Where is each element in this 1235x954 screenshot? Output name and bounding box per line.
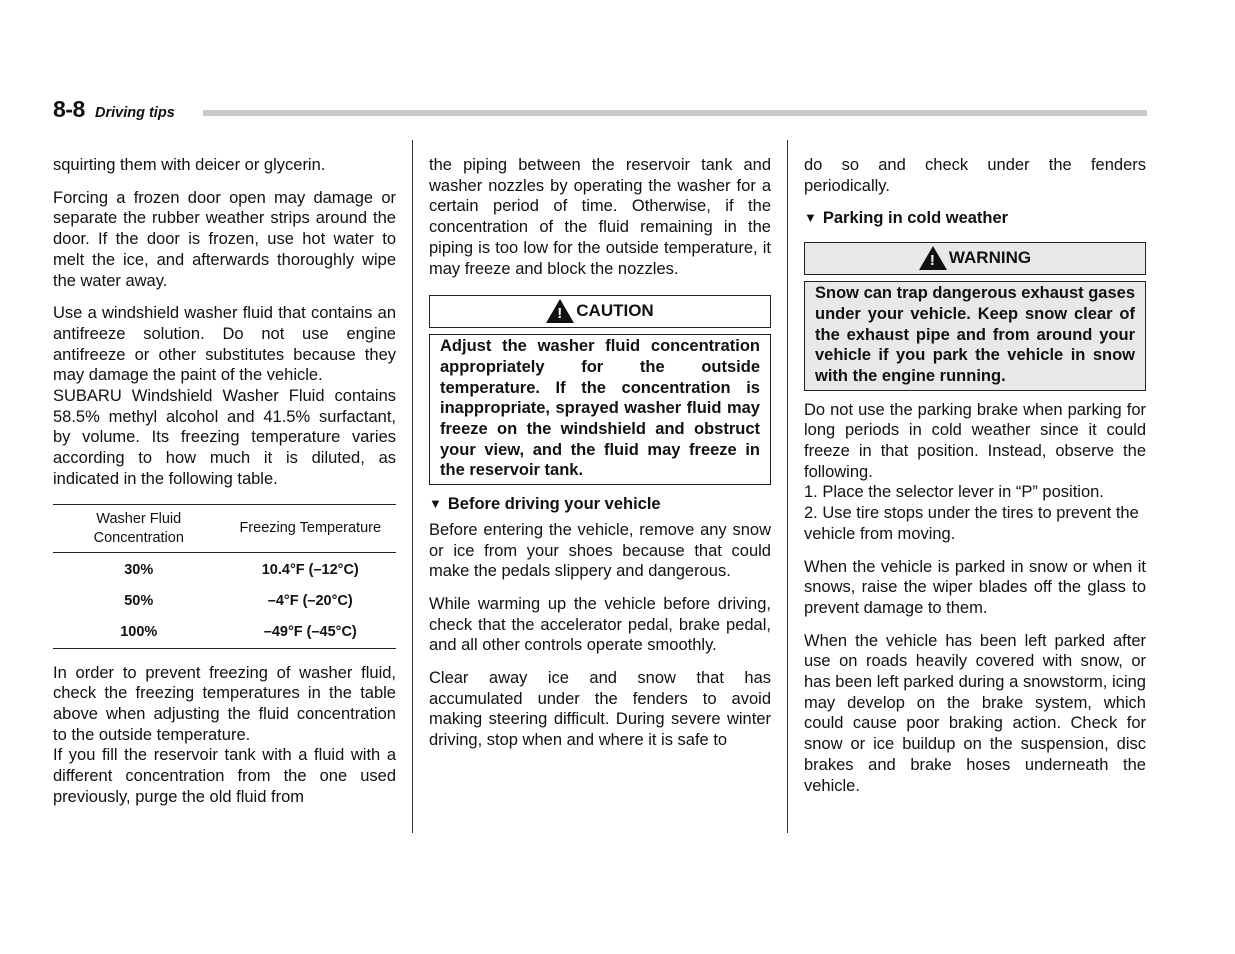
paragraph: If you fill the reservoir tank with a fluid with a different concentration from the one used previously, purge the old fluid from	[53, 746, 396, 806]
heading-text: Parking in cold weather	[822, 209, 1009, 228]
paragraph: SUBARU Windshield Washer Fluid contains 58.5% methyl alcohol and 41.5% surfactant, by volume. Its freezing temperature varies according to how much it is diluted, as indicated in the following table.	[53, 387, 396, 488]
caution-header	[429, 295, 771, 328]
table-cell: 100%	[53, 617, 225, 649]
table-header: Freezing Temperature	[225, 504, 397, 552]
column-divider	[787, 140, 788, 833]
table-cell: –49°F (–45°C)	[225, 617, 397, 649]
table-cell: 30%	[124, 561, 154, 578]
table-row	[53, 617, 396, 649]
list-item: 1. Place the selector lever in “P” position.	[804, 483, 1104, 502]
table-cell: –4°F (–20°C)	[267, 592, 353, 609]
paragraph: Forcing a frozen door open may damage or separate the rubber weather strips around the door. If the door is frozen, use hot water to melt the ice, and afterwards thoroughly wipe the water away.	[53, 188, 396, 290]
paragraph: When the vehicle has been left parked after use on roads heavily covered with snow, or has been left parked during a snowstorm, icing may develop on the brake system, which could cause poor braking action. Check for snow or ice buildup on the suspension, disc brakes and brake hoses underneath the vehicle.	[804, 631, 1146, 795]
paragraph: Before entering the vehicle, remove any snow or ice from your shoes because that could make the pedals slippery and dangerous.	[429, 520, 771, 581]
header-rule	[203, 110, 1147, 116]
warning-text: Snow can trap dangerous exhaust gases under your vehicle. Keep snow clear of the exhaust pipe and from around your vehicle if you park the vehicle in snow with the engine running.	[804, 281, 1146, 391]
paragraph: do so and check under the fenders periodically.	[804, 156, 1146, 195]
warning-triangle-icon: !	[919, 246, 947, 270]
triangle-bullet-icon: ▼	[804, 210, 817, 226]
table-cell: 50%	[124, 592, 154, 609]
section-heading	[804, 208, 1146, 230]
column-divider	[412, 140, 413, 833]
column-2	[429, 155, 771, 763]
table-cell: 10.4°F (–12°C)	[261, 561, 359, 578]
column-3	[804, 155, 1146, 808]
table-header: Washer Fluid Concentration	[53, 504, 225, 552]
column-1	[53, 155, 396, 819]
table-row	[53, 586, 396, 617]
paragraph: When the vehicle is parked in snow or when it snows, raise the wiper blades off the glass to prevent damage to them.	[804, 557, 1146, 617]
caution-text: Adjust the washer fluid concentration appropriately for the outside temperature. If the concentration is inappropriate, sprayed washer fluid may freeze on the windshield and obstruct your view, and the fluid may freeze in the reservoir tank.	[429, 334, 771, 485]
table-row	[53, 552, 396, 586]
freezing-temperature-table	[53, 504, 396, 649]
paragraph: Use a windshield washer fluid that contains an antifreeze solution. Do not use engine antifreeze or other substitutes because they may damage the paint of the vehicle.	[53, 304, 396, 385]
heading-text: Before driving your vehicle	[447, 495, 661, 514]
paragraph: Clear away ice and snow that has accumulated under the fenders to avoid making steering difficult. During severe winter driving, stop when and where it is safe to	[429, 669, 771, 750]
list-item: 2. Use tire stops under the tires to prevent the vehicle from moving.	[804, 504, 1139, 543]
section-title: Driving tips	[95, 105, 175, 121]
paragraph: While warming up the vehicle before driving, check that the accelerator pedal, brake pedal, and all other controls operate smoothly.	[429, 594, 771, 655]
warning-triangle-icon: !	[546, 299, 574, 323]
page-number: 8-8	[53, 96, 85, 122]
paragraph: Do not use the parking brake when parking for long periods in cold weather since it could freeze in that position. Instead, observe the following.	[804, 400, 1146, 481]
triangle-bullet-icon: ▼	[429, 496, 442, 512]
warning-label: WARNING	[948, 248, 1032, 268]
section-heading	[429, 494, 771, 516]
paragraph: In order to prevent freezing of washer fluid, check the freezing temperatures in the table above when adjusting the fluid concentration to the outside temperature.	[53, 663, 396, 744]
paragraph: squirting them with deicer or glycerin.	[53, 156, 326, 174]
paragraph: the piping between the reservoir tank and washer nozzles by operating the washer for a certain period of time. Otherwise, if the concentration of the fluid remaining in the piping is too low for the outside temperature, it may freeze and block the nozzles.	[429, 156, 771, 278]
caution-label: CAUTION	[576, 301, 654, 321]
page-header	[53, 96, 1147, 124]
warning-header	[804, 242, 1146, 275]
